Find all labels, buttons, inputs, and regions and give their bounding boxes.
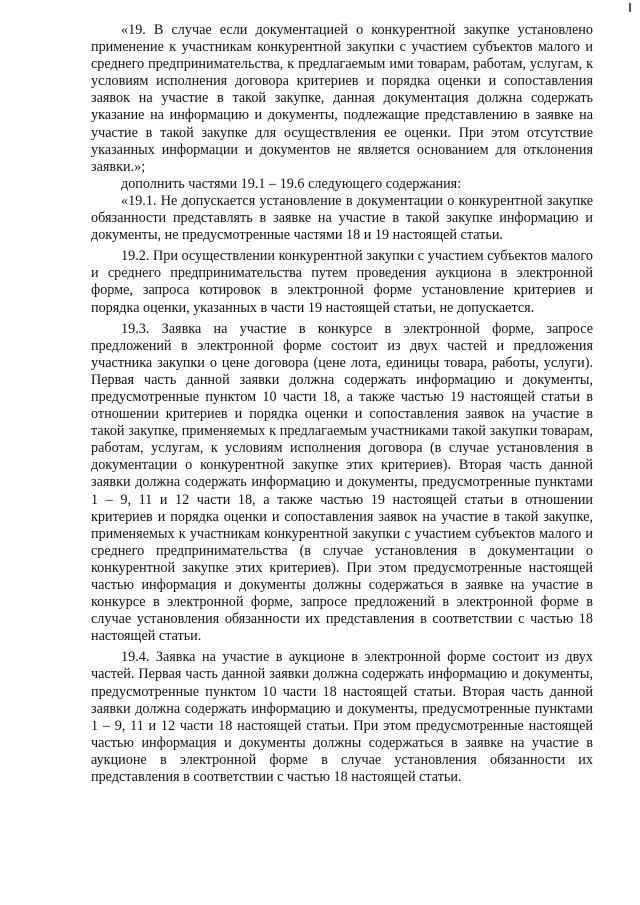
paragraph-19-3: 19.3. Заявка на участие в конкурсе в электронной форме, запросе предложений в электронной форме состоит из двух частей и предложения участника закупки о цене договора (цене лота, единицы товара, работы, услуги). Первая часть данной заявки должна содержать информацию и документы, предусмотренные пунктом 10 части 18, а также частью 19 настоящей статьи в отношении критериев и порядка оценки и сопоставления заявок на участие в такой закупке, применяемых к предлагаемым участниками такой закупки товарам, работам, услугам, к условиям исполнения договора (в случае установления в документации о конкурентной закупке этих критериев). Вторая часть данной заявки должна содержать информацию и документы, предусмотренные пунктами 1 – 9, 11 и 12 части 18, а также частью 19 настоящей статьи в отношении критериев и порядка оценки и сопоставления заявок на участие в такой закупке, применяемых к участникам конкурентной закупки с участием субъектов малого и среднего предпринимательства (в случае установления в документации о конкурентной закупке этих критериев). При этом предусмотренные настоящей частью информация и документы должны содержаться в заявке на участие в конкурсе в электронной форме, запросе предложений в электронной форме в случае установления обязанности их представления в соответствии с частью 18 настоящей статьи.	[91, 320, 593, 645]
paragraph-amendment-intro: дополнить частями 19.1 – 19.6 следующего содержания:	[121, 175, 462, 192]
scan-mark	[629, 3, 631, 12]
paragraph-19: «19. В случае если документацией о конкурентной закупке установлено применение к участникам конкурентной закупки с участием субъектов малого и среднего предпринимательства, к предлагаемым ими товарам, работам, услугам, к условиям исполнения договора критериев и порядка оценки и сопоставления заявок на участие в такой закупке, данная документация должна содержать указание на информацию и документы, подлежащие представлению в заявке на участие в такой закупке для осуществления ее оценки. При этом отсутствие указанных информации и документов не является основанием для отклонения заявки.»;	[91, 22, 593, 175]
paragraph-19-4: 19.4. Заявка на участие в аукционе в электронной форме состоит из двух частей. Первая часть данной заявки должна содержать информацию и документы, предусмотренные пунктом 10 части 18 настоящей статьи. Вторая часть данной заявки должна содержать информацию и документы, предусмотренные пунктами 1 – 9, 11 и 12 части 18 настоящей статьи. При этом предусмотренные настоящей частью информация и документы должны содержаться в заявке на участие в аукционе в электронной форме в случае установления обязанности их представления в соответствии с частью 18 настоящей статьи.	[91, 649, 593, 786]
paragraph-19-2: 19.2. При осуществлении конкурентной закупки с участием субъектов малого и среднего предпринимательства путем проведения аукциона в электронной форме, запроса котировок в электронной форме установление критериев и порядка оценки, указанных в части 19 настоящей статьи, не допускается.	[91, 248, 593, 316]
paragraph-19-1: «19.1. Не допускается установление в документации о конкурентной закупке обязанности представлять в заявке на участие в такой закупке информацию и документы, не предусмотренные частями 18 и 19 настоящей статьи.	[91, 192, 593, 244]
